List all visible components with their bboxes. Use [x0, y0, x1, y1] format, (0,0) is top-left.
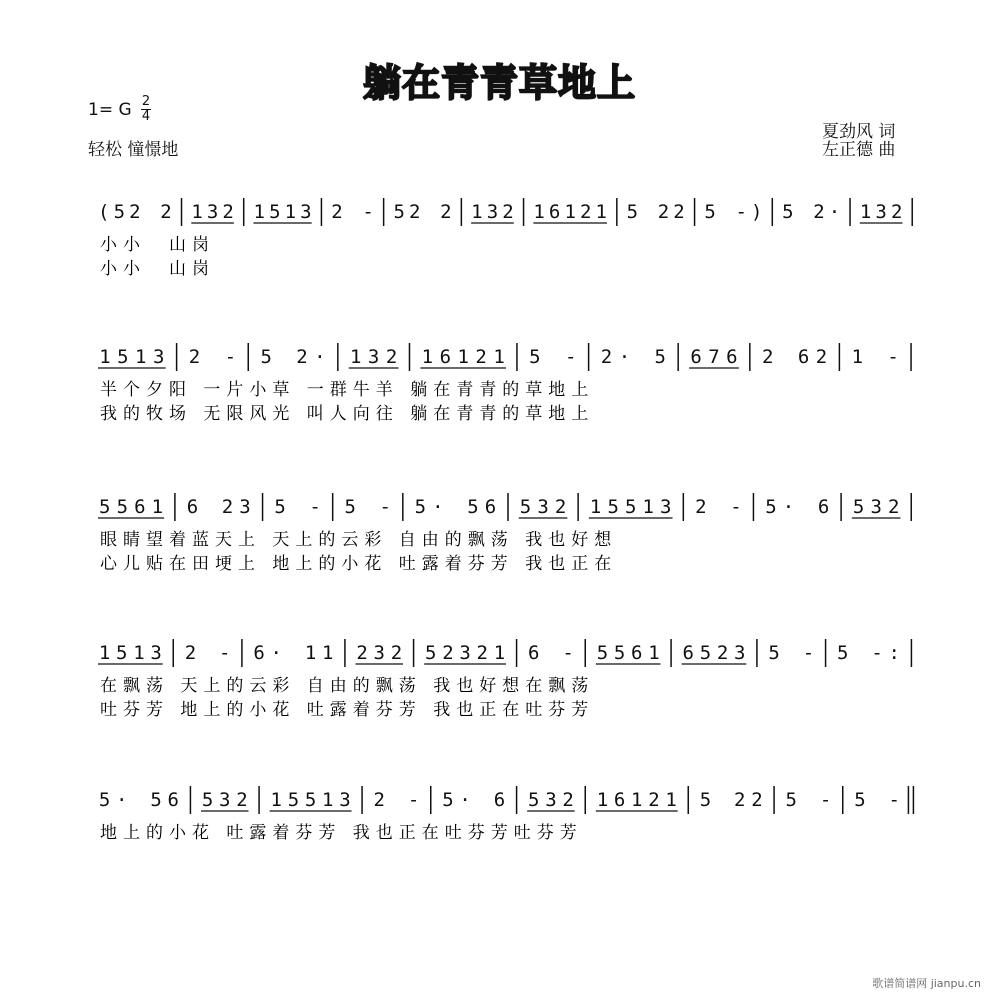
note-symbol: - [224, 346, 237, 368]
note-symbol: · [618, 346, 631, 368]
key-signature [88, 100, 132, 120]
note-symbol: 5 [852, 496, 865, 518]
song-title: 躺在青青草地上 [362, 61, 636, 105]
note-symbol: 2 [188, 346, 201, 368]
note-symbol: - [309, 496, 321, 518]
lyrics-verse-1: 小小 山岗 [100, 235, 215, 255]
note-symbol: 5 [98, 789, 111, 811]
key-label: 1= G [88, 100, 132, 120]
note-symbol: 5 [626, 201, 639, 223]
note-symbol: 2 [695, 496, 707, 518]
note-symbol: 5 [304, 789, 317, 811]
note-symbol: 7 [708, 346, 720, 368]
note-symbol: 1 [493, 346, 505, 368]
note-symbol: 1 [151, 496, 164, 518]
note-symbol: 2 [657, 201, 670, 223]
time-signature [141, 95, 151, 124]
note-symbol: 2 [373, 789, 385, 811]
note-symbol: 5 [519, 496, 532, 518]
note-symbol: 3 [367, 346, 380, 368]
note-symbol: 3 [219, 789, 231, 811]
note-symbol: 1 [270, 789, 282, 811]
note-symbol: 6 [631, 642, 643, 664]
note-symbol: - [888, 789, 900, 811]
composer: 左正德 曲 [822, 140, 896, 160]
note-symbol: 3 [339, 789, 351, 811]
note-symbol: 5 [99, 496, 111, 518]
note-symbol: 1 [98, 642, 111, 664]
note-symbol: 2 [600, 346, 613, 368]
note-symbol: 6 [548, 201, 561, 223]
note-symbol: 3 [875, 201, 887, 223]
lyrics-verse-2: 吐芬芳 地上的小花 吐露着芬芳 我也正在吐芬芳 [100, 700, 595, 720]
note-symbol: 3 [486, 201, 499, 223]
note-symbol: 1 [350, 346, 362, 368]
note-symbol: 5 [528, 789, 540, 811]
note-symbol: 2 [385, 346, 398, 368]
note-symbol: - [219, 642, 231, 664]
note-symbol: 2 [648, 789, 660, 811]
note-symbol: 3 [300, 201, 312, 223]
note-symbol: 1 [851, 346, 864, 368]
note-symbol: 1 [322, 789, 334, 811]
note-symbol: 1 [284, 201, 297, 223]
note-symbol: 1 [493, 642, 506, 664]
note-symbol: 5 [117, 346, 129, 368]
note-symbol: 3 [150, 642, 162, 664]
note-symbol: 5 [201, 789, 214, 811]
note-symbol: 5 [765, 496, 777, 518]
note-symbol: 3 [239, 496, 251, 518]
note-symbol: - [564, 346, 577, 368]
note-symbol: 6 [528, 642, 540, 664]
lyrics-verse-2: 我的牧场 无限风光 叫人向往 躺在青青的草地上 [100, 404, 595, 424]
note-symbol: 6 [484, 496, 497, 518]
note-symbol: 3 [870, 496, 882, 518]
note-symbol: · [270, 642, 282, 664]
note-symbol: - [819, 789, 832, 811]
note-symbol: 2 [222, 201, 234, 223]
note-symbol: 2 [554, 496, 567, 518]
note-symbol: 3 [734, 642, 746, 664]
note-symbol: 5 [624, 496, 637, 518]
note-symbol: 5 [442, 789, 454, 811]
note-symbol: 1 [322, 642, 334, 664]
note-symbol: 5 [150, 789, 162, 811]
note-symbol: 2 [502, 201, 514, 223]
note-symbol: - [887, 346, 899, 368]
note-symbol: 3 [206, 201, 219, 223]
note-symbol: 2 [236, 789, 248, 811]
note-symbol: 5 [785, 789, 797, 811]
note-symbol: 5 [607, 496, 619, 518]
note-symbol: 2 [815, 346, 828, 368]
time-signature-bottom: 4 [141, 109, 151, 124]
note-symbol: 5 [699, 642, 712, 664]
note-symbol: - [407, 789, 420, 811]
note-symbol: 6 [797, 346, 810, 368]
note-symbol: 5 [467, 496, 479, 518]
note-symbol: 1 [191, 201, 203, 223]
lyrics-verse-2: 心儿贴在田埂上 地上的小花 吐露着芬芳 我也正在 [100, 554, 618, 574]
note-symbol: 6 [134, 496, 146, 518]
note-symbol: : [888, 642, 900, 664]
note-symbol: 1 [589, 496, 602, 518]
note-symbol: 5 [613, 642, 626, 664]
note-symbol: 1 [457, 346, 469, 368]
lyrics-verse-1: 眼睛望着蓝天上 天上的云彩 自由的飘荡 我也好想 [100, 530, 618, 550]
note-symbol: 6 [439, 346, 452, 368]
note-symbol: - [362, 201, 374, 223]
note-symbol: 5 [414, 496, 427, 518]
note-symbol: 2 [762, 346, 774, 368]
note-symbol: 5 [854, 789, 866, 811]
note-symbol: 1 [253, 201, 265, 223]
note-symbol: 6 [690, 346, 702, 368]
note-symbol: · [314, 346, 326, 368]
note-symbol: 5 [596, 642, 609, 664]
note-symbol: ) [751, 201, 763, 223]
note-symbol: 3 [660, 496, 672, 518]
note-symbol: 5 [699, 789, 712, 811]
note-symbol: 3 [459, 642, 471, 664]
note-symbol: 3 [537, 496, 549, 518]
lyrics-verse-1: 地上的小花 吐露着芬芳 我也正在吐芬芳吐芬芳 [100, 823, 583, 843]
note-symbol: 5 [704, 201, 716, 223]
note-symbol: 2 [734, 789, 746, 811]
note-symbol: 2 [673, 201, 685, 223]
note-symbol: 2 [160, 201, 172, 223]
note-symbol: 5 [287, 789, 300, 811]
note-symbol: 5 [529, 346, 541, 368]
lyrics-verse-1: 半个夕阳 一片小草 一群牛羊 躺在青青的草地上 [100, 380, 595, 400]
note-symbol: 5 [393, 201, 405, 223]
note-symbol: 1 [533, 201, 545, 223]
lyricist: 夏劲风 词 [822, 122, 896, 142]
note-symbol: 1 [631, 789, 643, 811]
note-symbol: ( [98, 201, 110, 223]
note-symbol: 1 [471, 201, 483, 223]
lyrics-verse-2: 小小 山岗 [100, 259, 215, 279]
note-symbol: 3 [152, 346, 165, 368]
note-symbol: 5 [274, 496, 286, 518]
note-symbol: 1 [135, 346, 147, 368]
note-symbol: 5 [768, 642, 780, 664]
note-symbol: 5 [425, 642, 437, 664]
note-symbol: 5 [782, 201, 794, 223]
note-symbol: 6 [613, 789, 626, 811]
note-symbol: 2 [580, 201, 592, 223]
note-symbol: 2 [813, 201, 825, 223]
note-symbol: 1 [133, 642, 145, 664]
note-symbol: 5 [837, 642, 849, 664]
note-symbol: 5 [269, 201, 281, 223]
note-symbol: 2 [331, 201, 343, 223]
note-symbol: 1 [648, 642, 660, 664]
note-symbol: 3 [373, 642, 385, 664]
note-symbol: · [116, 789, 128, 811]
note-symbol: 1 [859, 201, 872, 223]
note-symbol: 2 [356, 642, 368, 664]
note-symbol: 2 [408, 201, 421, 223]
note-symbol: 6 [817, 496, 830, 518]
note-symbol: 6 [726, 346, 738, 368]
note-symbol: 5 [344, 496, 356, 518]
note-symbol: 6 [167, 789, 179, 811]
note-symbol: - [562, 642, 574, 664]
note-symbol: 6 [682, 642, 694, 664]
note-symbol: - [871, 642, 883, 664]
note-symbol: 5 [260, 346, 272, 368]
note-symbol: 2 [476, 642, 488, 664]
note-symbol: · [432, 496, 444, 518]
note-symbol: 1 [99, 346, 111, 368]
note-symbol: 2 [296, 346, 308, 368]
note-symbol: - [730, 496, 742, 518]
note-symbol: 1 [665, 789, 677, 811]
note-symbol: 2 [562, 789, 574, 811]
note-symbol: 3 [545, 789, 557, 811]
note-symbol: 2 [129, 201, 141, 223]
note-symbol: 2 [442, 642, 454, 664]
note-symbol: 2 [184, 642, 197, 664]
time-signature-top: 2 [141, 94, 151, 109]
note-symbol: 6 [493, 789, 506, 811]
note-symbol: · [459, 789, 471, 811]
note-symbol: 1 [595, 201, 608, 223]
note-symbol: 2 [440, 201, 452, 223]
note-symbol: 5 [116, 642, 128, 664]
note-symbol: 2 [221, 496, 234, 518]
note-symbol: · [782, 496, 795, 518]
note-symbol: 1 [304, 642, 317, 664]
note-symbol: - [802, 642, 815, 664]
note-symbol: 1 [421, 346, 434, 368]
note-symbol: 5 [113, 201, 126, 223]
note-symbol: 1 [596, 789, 609, 811]
note-symbol: 2 [887, 496, 900, 518]
note-symbol: - [379, 496, 392, 518]
note-symbol: · [828, 201, 841, 223]
note-symbol: 2 [751, 789, 763, 811]
note-symbol: - [735, 201, 747, 223]
note-symbol: 5 [116, 496, 129, 518]
lyrics-verse-1: 在飘荡 天上的云彩 自由的飘荡 我也好想在飘荡 [100, 676, 595, 696]
note-symbol: 2 [890, 201, 903, 223]
watermark: 歌谱简谱网 jianpu.cn [872, 977, 981, 990]
note-symbol: 6 [186, 496, 199, 518]
note-symbol: 5 [654, 346, 666, 368]
note-symbol: 6 [253, 642, 265, 664]
note-symbol: 2 [716, 642, 729, 664]
note-symbol: 2 [475, 346, 487, 368]
note-symbol: 2 [390, 642, 403, 664]
tempo-mark: 轻松 憧憬地 [88, 140, 179, 160]
note-symbol: 1 [642, 496, 654, 518]
note-symbol: 1 [564, 201, 576, 223]
